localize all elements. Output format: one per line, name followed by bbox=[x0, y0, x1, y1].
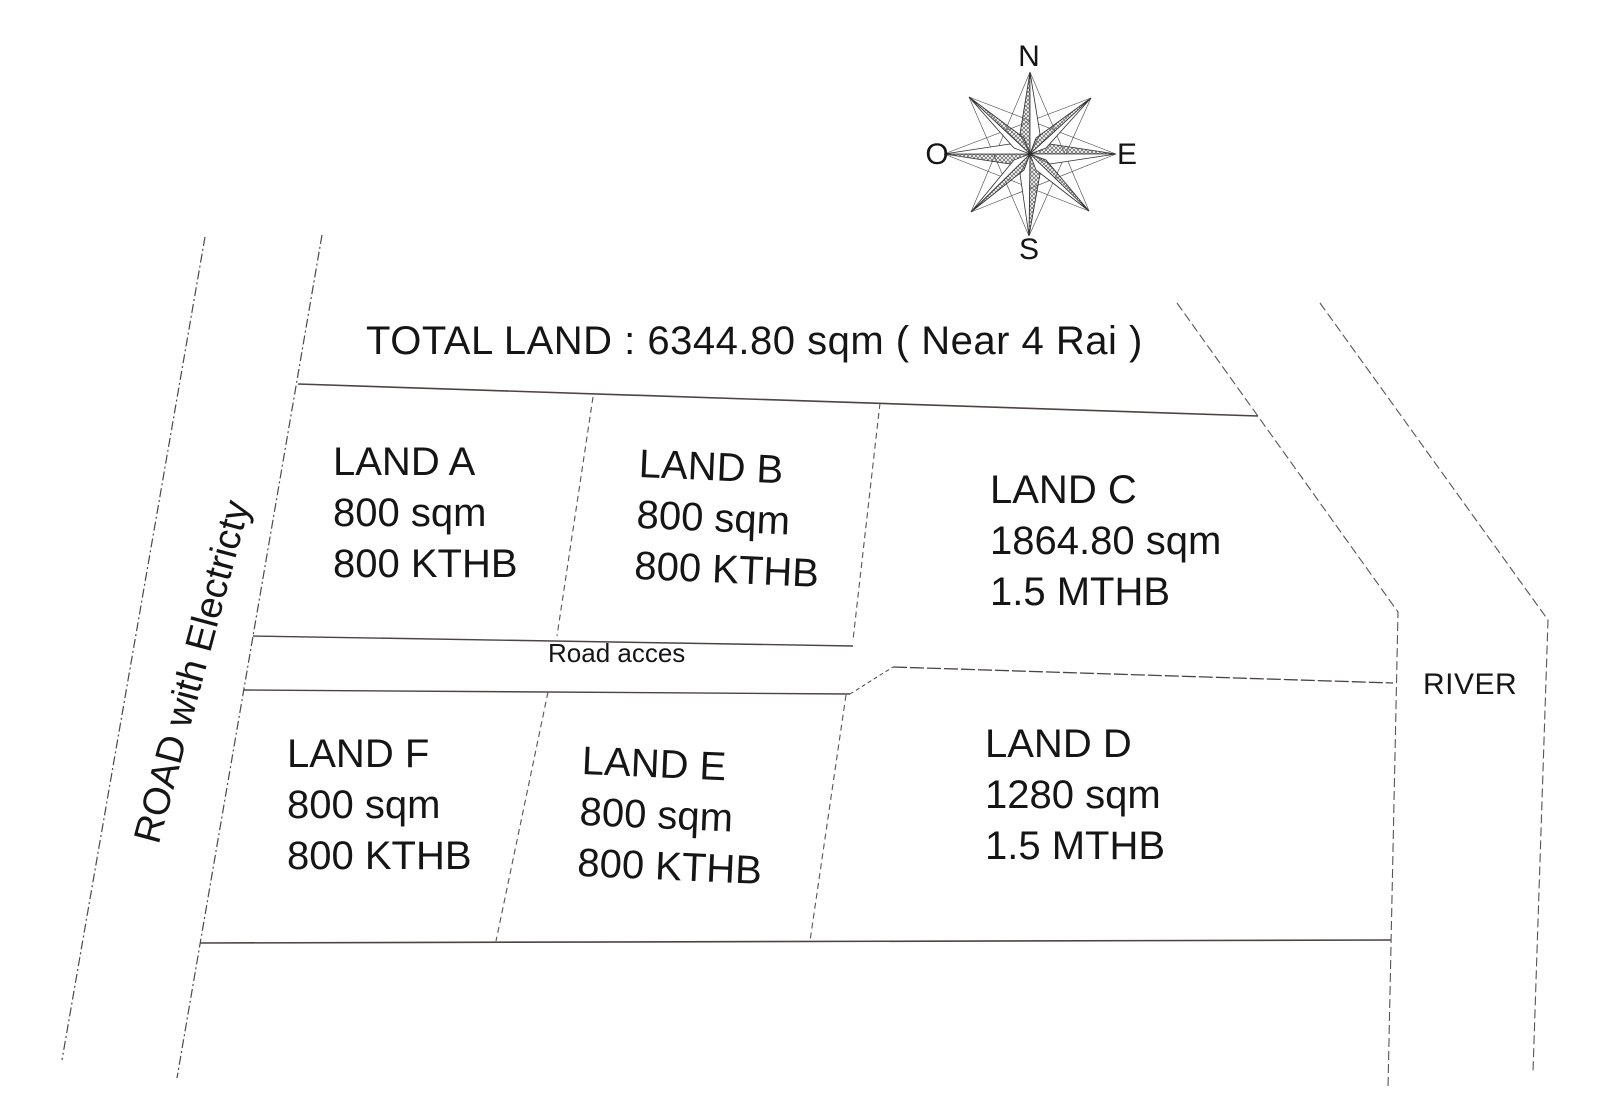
compass-east-label: E bbox=[1116, 138, 1138, 171]
parcel-area: 800 sqm bbox=[287, 783, 441, 827]
parcel-area: 1280 sqm bbox=[985, 773, 1161, 817]
left-road-label: ROAD with Electricty bbox=[126, 496, 259, 848]
access-road-step-line bbox=[850, 667, 893, 694]
parcel-name: LAND E bbox=[580, 738, 728, 790]
parcel-label-land-e bbox=[576, 736, 767, 897]
parcel-price: 800 KTHB bbox=[633, 543, 820, 596]
bottom-boundary-line bbox=[200, 940, 1391, 943]
parcel-area: 1864.80 sqm bbox=[990, 519, 1222, 563]
parcel-price: 800 KTHB bbox=[287, 834, 472, 878]
compass-north-label: N bbox=[1018, 40, 1040, 73]
access-road-lines bbox=[244, 636, 1393, 694]
parcel-label-land-c bbox=[990, 465, 1221, 618]
parcel-label-land-b bbox=[633, 439, 824, 600]
parcel-price: 1.5 MTHB bbox=[985, 824, 1166, 868]
land-f-e-divider bbox=[496, 692, 548, 941]
access-road-label: Road acces bbox=[548, 638, 686, 668]
parcel-label-land-f bbox=[287, 729, 472, 882]
parcel-name: LAND A bbox=[333, 440, 476, 484]
river-left-line bbox=[1177, 303, 1398, 1088]
access-road-bottom-line bbox=[244, 690, 850, 694]
land-b-c-divider bbox=[853, 403, 880, 640]
parcel-name: LAND C bbox=[990, 468, 1137, 512]
land-c-d-boundary-line bbox=[893, 667, 1393, 683]
land-a-b-divider bbox=[557, 397, 593, 636]
river-label: RIVER bbox=[1423, 668, 1518, 701]
parcel-price: 800 KTHB bbox=[576, 840, 763, 893]
parcel-name: LAND D bbox=[985, 722, 1132, 766]
parcel-area: 800 sqm bbox=[635, 492, 791, 544]
compass-rose bbox=[944, 72, 1116, 236]
parcel-label-land-a bbox=[333, 437, 518, 590]
compass-south-label: S bbox=[1018, 233, 1040, 266]
parcel-price: 1.5 MTHB bbox=[990, 570, 1171, 614]
parcel-name: LAND B bbox=[637, 441, 785, 493]
top-boundary-line bbox=[298, 384, 1258, 416]
parcel-area: 800 sqm bbox=[578, 789, 734, 841]
parcel-name: LAND F bbox=[287, 732, 430, 776]
compass-west-label: O bbox=[925, 138, 949, 171]
land-e-d-divider bbox=[810, 695, 846, 941]
parcel-price: 800 KTHB bbox=[333, 542, 518, 586]
parcel-label-land-d bbox=[985, 719, 1165, 872]
total-land-title: TOTAL LAND : 6344.80 sqm ( Near 4 Rai ) bbox=[366, 319, 1143, 363]
parcel-area: 800 sqm bbox=[333, 491, 487, 535]
